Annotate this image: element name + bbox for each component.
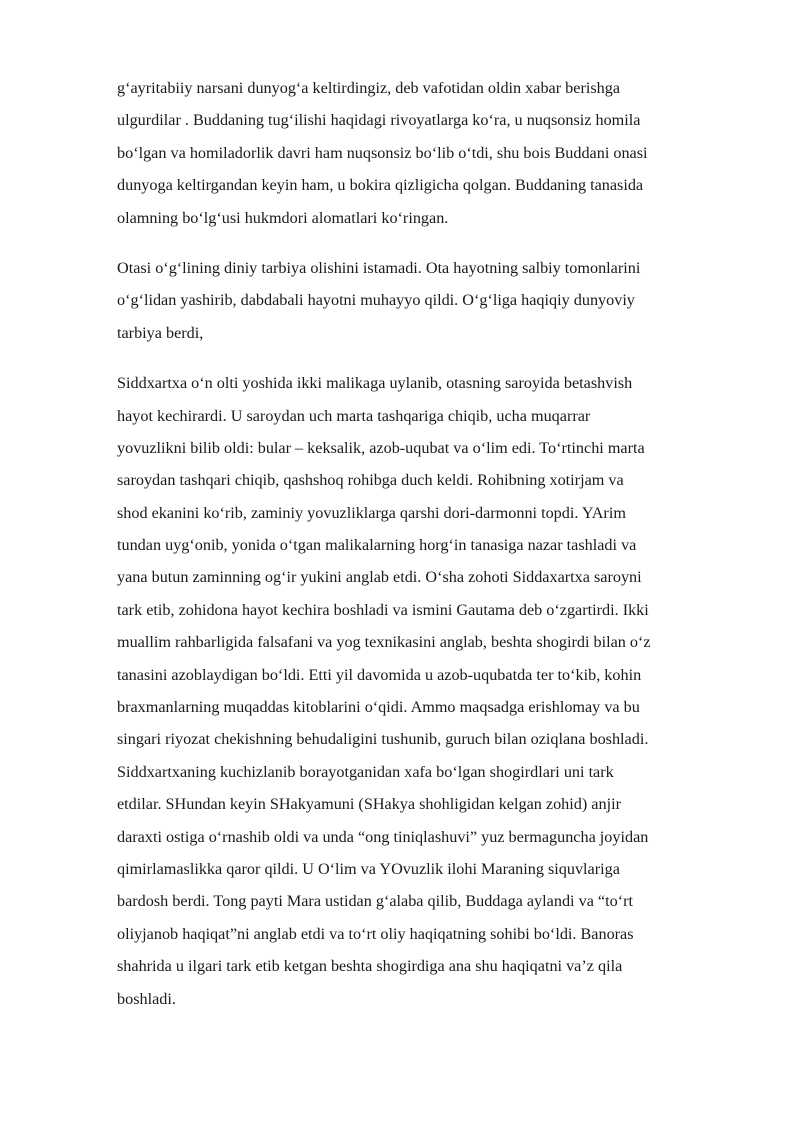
paragraph (117, 72, 717, 234)
text-line: ulgurdilar . Buddaning tug‘ilishi haqidagi rivoyatlarga ko‘ra, u nuqsonsiz homila (117, 111, 641, 130)
text-line: o‘g‘lidan yashirib, dabdabali hayotni muhayyo qildi. O‘g‘liga haqiqiy dunyoviy (117, 291, 635, 310)
text-line: tanasini azoblaydigan bo‘ldi. Etti yil davomida u azob-uqubatda ter to‘kib, kohin (117, 665, 642, 684)
paragraph (117, 367, 717, 1015)
text-line: yana butun zaminning og‘ir yukini anglab etdi. O‘sha zohoti Siddaxartxa saroyni (117, 568, 642, 587)
text-line: bo‘lgan va homiladorlik davri ham nuqsonsiz bo‘lib o‘tdi, shu bois Buddani onasi (117, 143, 648, 162)
text-line: muallim rahbarligida falsafani va yog texnikasini anglab, beshta shogirdi bilan o‘z (117, 633, 651, 652)
text-line: tarbiya berdi, (117, 323, 204, 342)
text-line: Siddxartxa o‘n olti yoshida ikki malikaga uylanib, otasning saroyida betashvish (117, 374, 633, 393)
text-line: olamning bo‘lg‘usi hukmdori alomatlari ko‘ringan. (117, 208, 449, 227)
text-line: shahrida u ilgari tark etib ketgan beshta shogirdiga ana shu haqiqatni va’z qila (117, 957, 623, 976)
text-line: yovuzlikni bilib oldi: bular – keksalik, azob-uqubat va o‘lim edi. To‘rtinchi marta (117, 438, 645, 457)
text-line: oliyjanob haqiqat”ni anglab etdi va to‘rt oliy haqiqatning sohibi bo‘ldi. Banoras (117, 924, 634, 943)
text-line: saroydan tashqari chiqib, qashshoq rohibga duch keldi. Rohibning xotirjam va (117, 471, 624, 490)
text-line: tundan uyg‘onib, yonida o‘tgan malikalarning horg‘in tanasiga nazar tashladi va (117, 536, 637, 555)
text-line: tark etib, zohidona hayot kechira boshladi va ismini Gautama deb o‘zgartirdi. Ikki (117, 600, 649, 619)
text-line: Otasi o‘g‘lining diniy tarbiya olishini istamadi. Ota hayotning salbiy tomonlarini (117, 258, 641, 277)
text-line: g‘ayritabiiy narsani dunyog‘a keltirdingiz, deb vafotidan oldin xabar berishga (117, 79, 621, 97)
text-line: hayot kechirardi. U saroydan uch marta tashqariga chiqib, ucha muqarrar (117, 406, 591, 425)
paragraph (117, 252, 717, 349)
document-body (117, 72, 717, 1015)
text-line: braxmanlarning muqaddas kitoblarini o‘qidi. Ammo maqsadga erishlomay va bu (117, 698, 640, 717)
text-line: dunyoga keltirgandan keyin ham, u bokira qizligicha qolgan. Buddaning tanasida (117, 176, 644, 195)
text-line: shod ekanini ko‘rib, zaminiy yovuzliklarga qarshi dori-darmonni topdi. YArim (117, 503, 626, 522)
text-line: qimirlamaslikka qaror qildi. U O‘lim va YOvuzlik ilohi Maraning siquvlariga (117, 859, 620, 878)
text-line: singari riyozat chekishning behudaligini tushunib, guruch bilan oziqlana boshladi. (117, 730, 649, 749)
text-line: daraxti ostiga o‘rnashib oldi va unda “ong tiniqlashuvi” yuz bermaguncha joyidan (117, 827, 649, 846)
text-line: etdilar. SHundan keyin SHakyamuni (SHakya shohligidan kelgan zohid) anjir (117, 795, 621, 814)
text-line: boshladi. (117, 989, 176, 1008)
text-line: bardosh berdi. Tong payti Mara ustidan g‘alaba qilib, Buddaga aylandi va “to‘rt (117, 892, 633, 911)
text-line: Siddxartxaning kuchizlanib borayotganidan xafa bo‘lgan shogirdlari uni tark (117, 762, 614, 781)
